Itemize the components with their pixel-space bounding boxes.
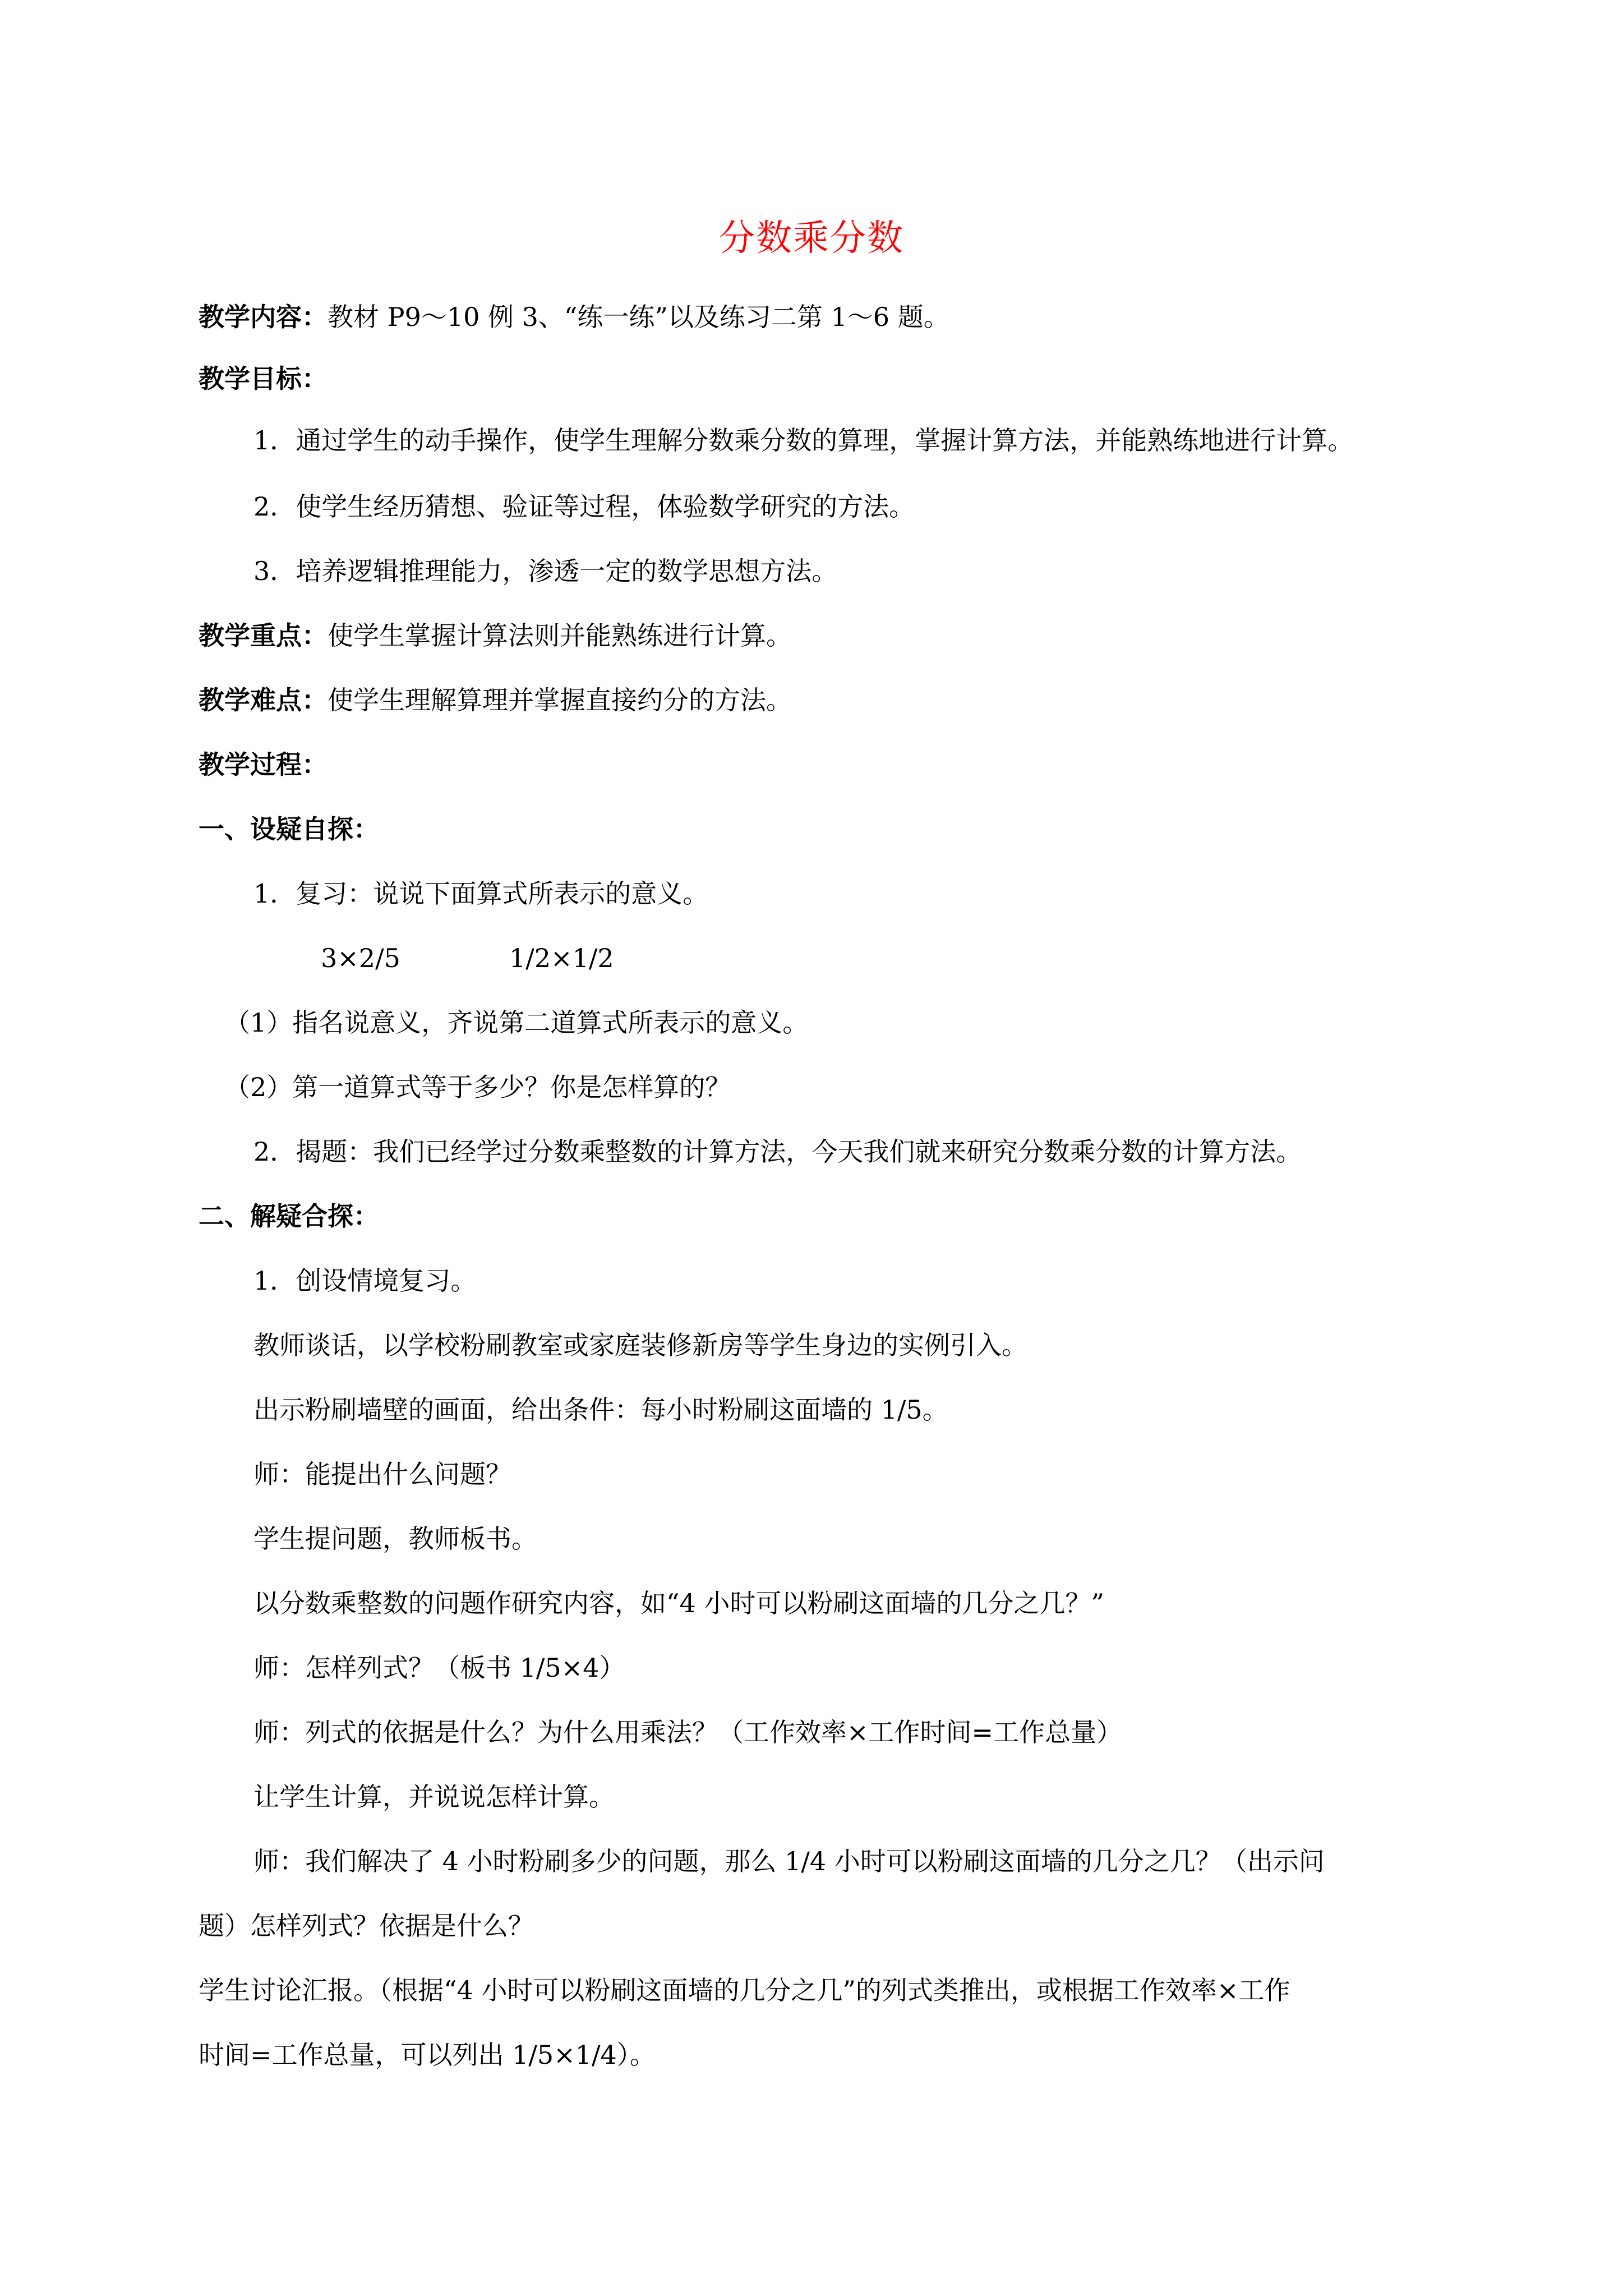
teaching-content-label: 教学内容：: [199, 302, 328, 332]
section2-line-5: 学生提问题，教师板书。: [253, 1524, 537, 1554]
paragraph-2-line-2: 时间=工作总量，可以列出 1/5×1/4）。: [199, 2040, 656, 2070]
teaching-process-label: 教学过程：: [199, 749, 328, 780]
teaching-content-text: 教材 P9～10 例 3、“练一练”以及练习二第 1～6 题。: [328, 302, 949, 332]
section2-line-6: 以分数乘整数的问题作研究内容，如“4 小时可以粉刷这面墙的几分之几？”: [253, 1588, 1104, 1618]
section2-heading: 二、解疑合探：: [199, 1201, 379, 1231]
expression-1: 3×2/5: [321, 943, 400, 973]
paragraph-1-line-1: 师：我们解决了 4 小时粉刷多少的问题，那么 1/4 小时可以粉刷这面墙的几分之几？（出示问: [253, 1846, 1325, 1876]
section2-line-7: 师：怎样列式？（板书 1/5×4）: [253, 1653, 625, 1683]
key-point-label: 教学重点：: [199, 620, 328, 651]
section2-line-8: 师：列式的依据是什么？为什么用乘法？（工作效率×工作时间=工作总量）: [253, 1717, 1123, 1747]
difficulty-text: 使学生理解算理并掌握直接约分的方法。: [328, 685, 792, 715]
goal-item-2: 2．使学生经历猜想、验证等过程，体验数学研究的方法。: [253, 491, 915, 522]
difficulty-line: [199, 683, 792, 717]
reveal-topic-line: 2．揭题：我们已经学过分数乘整数的计算方法，今天我们就来研究分数乘分数的计算方法。: [253, 1137, 1302, 1167]
section2-line-2: 教师谈话，以学校粉刷教室或家庭装修新房等学生身边的实例引入。: [253, 1330, 1027, 1360]
goal-item-1: 1．通过学生的动手操作，使学生理解分数乘分数的算理，掌握计算方法，并能熟练地进行计算。: [253, 425, 1354, 455]
question-1: （1）指名说意义，齐说第二道算式所表示的意义。: [224, 1007, 809, 1038]
paragraph-2-line-1: 学生讨论汇报。（根据“4 小时可以粉刷这面墙的几分之几”的列式类推出，或根据工作效率×工作: [199, 1975, 1290, 2005]
section1-heading: 一、设疑自探：: [199, 814, 379, 844]
difficulty-label: 教学难点：: [199, 685, 328, 715]
expression-2: 1/2×1/2: [509, 943, 614, 973]
key-point-line: [199, 619, 792, 652]
teaching-content-line: [199, 300, 949, 334]
paragraph-1-line-2: 题）怎样列式？依据是什么？: [199, 1911, 534, 1941]
section2-line-1: 1．创设情境复习。: [253, 1266, 477, 1296]
review-line: 1．复习：说说下面算式所表示的意义。: [253, 878, 709, 909]
section2-line-4: 师：能提出什么问题？: [253, 1459, 511, 1489]
key-point-text: 使学生掌握计算法则并能熟练进行计算。: [328, 620, 792, 651]
section2-line-9: 让学生计算，并说说怎样计算。: [253, 1782, 615, 1812]
section2-line-3: 出示粉刷墙壁的画面，给出条件：每小时粉刷这面墙的 1/5。: [253, 1395, 948, 1425]
goal-item-3: 3．培养逻辑推理能力，渗透一定的数学思想方法。: [253, 556, 838, 586]
teaching-goals-label: 教学目标：: [199, 364, 328, 394]
question-2: （2）第一道算式等于多少？你是怎样算的？: [224, 1072, 731, 1102]
page-title: 分数乘分数: [719, 218, 904, 259]
